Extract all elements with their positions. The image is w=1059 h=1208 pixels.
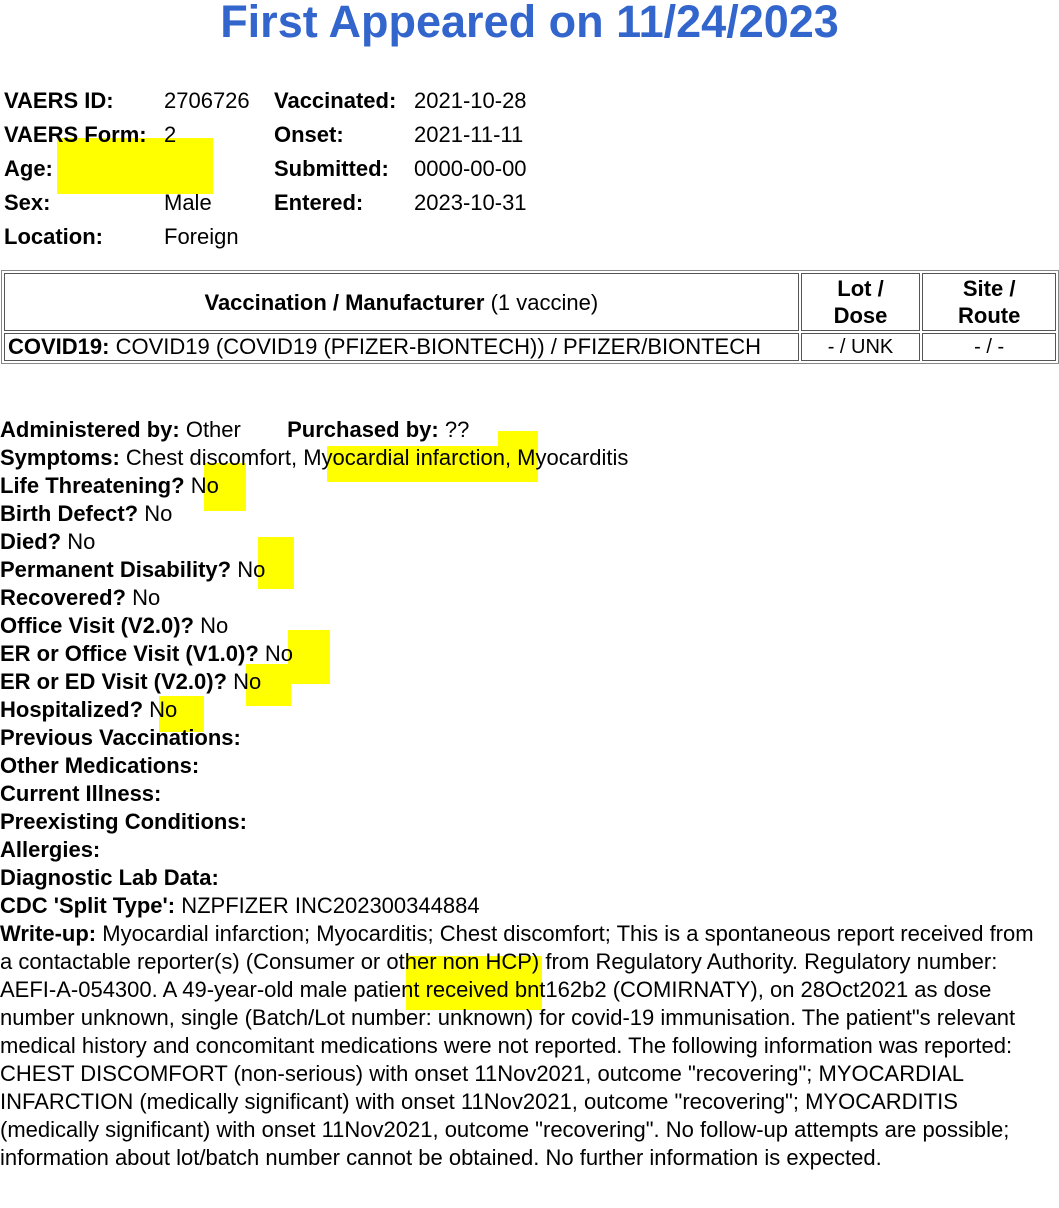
lot-dose-cell: - / UNK	[801, 333, 921, 361]
submitted-value: 0000-00-00	[414, 156, 527, 181]
er-ed-visit-row	[0, 668, 1059, 696]
header-vaccination-manufacturer	[4, 273, 799, 331]
entered-label: Entered:	[274, 190, 364, 215]
hospitalized-value: No	[149, 697, 178, 722]
office-visit-value: No	[200, 613, 229, 638]
er-ed-visit-value: No	[233, 669, 262, 694]
birth-defect-row	[0, 500, 1059, 528]
header-vaccine-label: Vaccination / Manufacturer	[204, 289, 485, 315]
administered-label: Administered by:	[0, 417, 180, 442]
writeup-label: Write-up:	[0, 921, 97, 946]
report-details	[0, 416, 1059, 1172]
vaers-form-value: 2	[164, 122, 177, 147]
split-type-value: NZPFIZER INC202300344884	[181, 893, 480, 918]
office-visit-row	[0, 612, 1059, 640]
vaccine-description: COVID19 (COVID19 (PFIZER-BIONTECH)) / PFIZER/BIONTECH	[115, 334, 761, 359]
entered-value: 2023-10-31	[414, 190, 527, 215]
symptoms-label: Symptoms:	[0, 445, 120, 470]
vaccination-table	[1, 270, 1059, 364]
site-route-cell: - / -	[922, 333, 1056, 361]
sex-label: Sex:	[4, 190, 51, 215]
header-vaccine-count: (1 vaccine)	[490, 289, 599, 315]
vaers-id-label: VAERS ID:	[4, 88, 114, 113]
died-value: No	[67, 529, 96, 554]
location-value: Foreign	[164, 224, 239, 249]
life-threatening-value: No	[190, 473, 219, 498]
died-label: Died?	[0, 529, 62, 554]
onset-label: Onset:	[274, 122, 344, 147]
header-lot-dose	[801, 273, 921, 331]
purchased-label: Purchased by:	[287, 417, 439, 442]
header-lot-line2: Dose	[833, 303, 888, 328]
permanent-disability-value: No	[237, 557, 266, 582]
allergies-row	[0, 836, 1059, 864]
er-office-visit-row	[0, 640, 1059, 668]
writeup-paragraph	[0, 920, 1059, 1172]
life-threatening-label: Life Threatening?	[0, 473, 185, 498]
vaccinated-value: 2021-10-28	[414, 88, 527, 113]
symptoms-value: Chest discomfort, Myocardial infarction, Myocarditis	[125, 445, 629, 470]
vaccine-cell	[4, 333, 799, 361]
split-type-row	[0, 892, 1059, 920]
previous-vaccinations-row	[0, 724, 1059, 752]
location-label: Location:	[4, 224, 103, 249]
preexisting-conditions-row	[0, 808, 1059, 836]
report-summary	[4, 84, 554, 254]
recovered-label: Recovered?	[0, 585, 126, 610]
previous-vaccinations-label: Previous Vaccinations:	[0, 725, 241, 750]
vaers-form-label: VAERS Form:	[4, 122, 147, 147]
diagnostic-lab-data-row	[0, 864, 1059, 892]
vaccinated-label: Vaccinated:	[274, 88, 397, 113]
current-illness-label: Current Illness:	[0, 781, 162, 806]
header-site-route	[922, 273, 1056, 331]
age-label: Age:	[4, 156, 53, 181]
header-lot-line1: Lot /	[837, 276, 884, 301]
died-row	[0, 528, 1059, 556]
permanent-disability-label: Permanent Disability?	[0, 557, 232, 582]
er-office-visit-value: No	[264, 641, 294, 666]
purchased-value: ??	[444, 417, 470, 442]
writeup-text: Myocardial infarction; Myocarditis; Chest discomfort; This is a spontaneous report received from a contactable reporter(s) (Consumer or other non HCP) from Regulatory Authority. Regulatory number: AEFI-A-054300. A 49-year-old male patient received bnt162b2 (COMIRNATY), on 28Oct2021 as dose number unknown, single (Batch/Lot number: unknown) for covid-19 immunisation. The patient"s relevant medical history and concomitant medications were not reported. The following information was reported: CHEST DISCOMFORT (non-serious) with onset 11Nov2021, outcome "recovering"; MYOCARDIAL INFARCTION (medically significant) with onset 11Nov2021, outcome "recovering"; MYOCARDITIS (medically significant) with onset 11Nov2021, outcome "recovering". No follow-up attempts are possible; information about lot/batch number cannot be obtained. No further information is expected.	[0, 921, 1034, 1170]
diagnostic-lab-data-label: Diagnostic Lab Data:	[0, 865, 219, 890]
preexisting-conditions-label: Preexisting Conditions:	[0, 809, 247, 834]
table-row	[4, 333, 1056, 361]
hospitalized-label: Hospitalized?	[0, 697, 144, 722]
recovered-row	[0, 584, 1059, 612]
office-visit-label: Office Visit (V2.0)?	[0, 613, 194, 638]
age-value	[164, 152, 274, 186]
symptoms-row	[0, 444, 1059, 472]
header-site-line1: Site /	[962, 276, 1016, 301]
allergies-label: Allergies:	[0, 837, 101, 862]
administered-row	[0, 416, 1059, 444]
er-ed-visit-label: ER or ED Visit (V2.0)?	[0, 669, 227, 694]
vaers-id-value: 2706726	[164, 88, 250, 113]
page-title: First Appeared on 11/24/2023	[220, 0, 839, 47]
vaccine-type: COVID19:	[8, 334, 110, 359]
current-illness-row	[0, 780, 1059, 808]
hospitalized-row	[0, 696, 1059, 724]
submitted-label: Submitted:	[274, 156, 389, 181]
administered-value: Other	[185, 417, 241, 442]
sex-value: Male	[164, 190, 212, 215]
birth-defect-value: No	[144, 501, 173, 526]
header-site-line2: Route	[958, 303, 1021, 328]
other-medications-row	[0, 752, 1059, 780]
other-medications-label: Other Medications:	[0, 753, 200, 778]
vaccination-table-header	[4, 273, 1056, 331]
split-type-label: CDC 'Split Type':	[0, 893, 176, 918]
onset-value: 2021-11-11	[414, 122, 524, 147]
permanent-disability-row	[0, 556, 1059, 584]
er-office-visit-label: ER or Office Visit (V1.0)?	[0, 641, 259, 666]
recovered-value: No	[132, 585, 161, 610]
birth-defect-label: Birth Defect?	[0, 501, 139, 526]
life-threatening-row	[0, 472, 1059, 500]
